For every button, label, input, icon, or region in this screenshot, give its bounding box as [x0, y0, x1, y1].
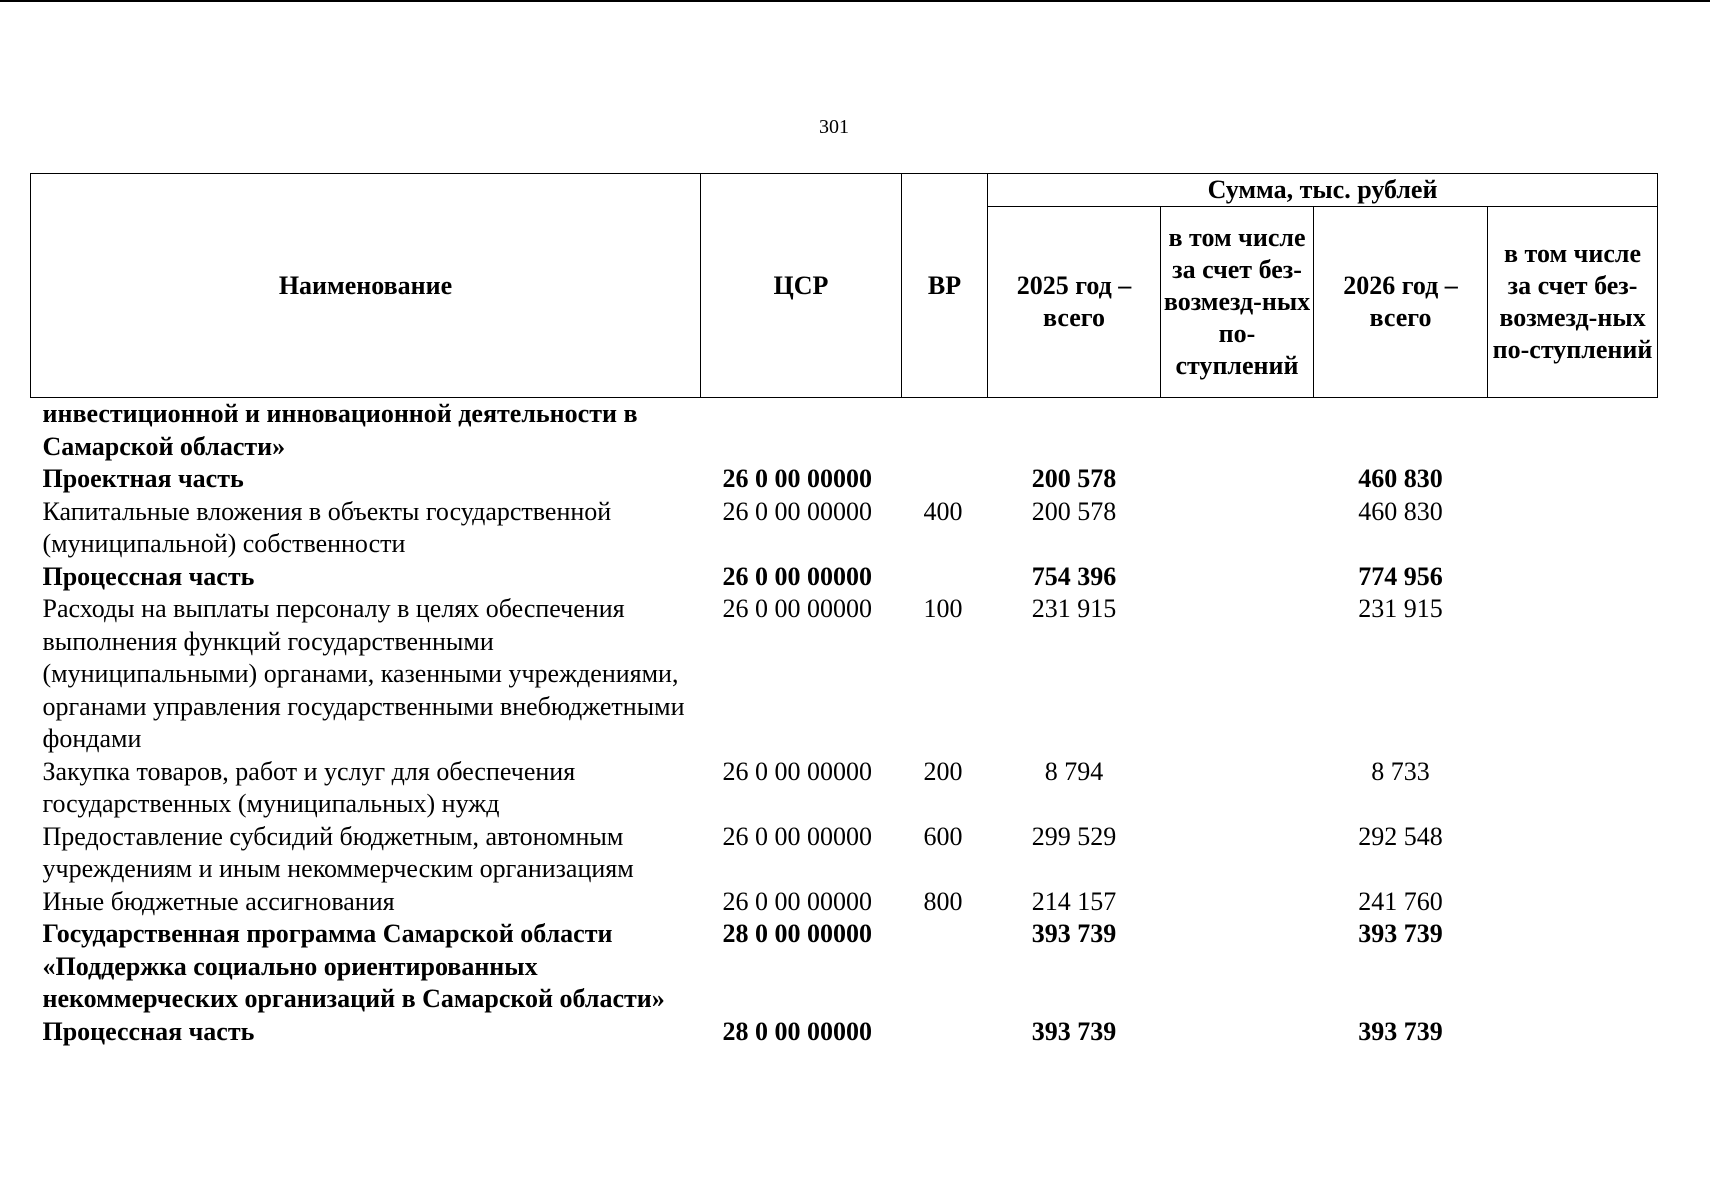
row-2025-grants — [1161, 561, 1314, 594]
row-2026-grants — [1488, 398, 1658, 464]
row-2025-total: 754 396 — [1031, 561, 1117, 591]
row-2025-total — [988, 398, 1161, 464]
row-name: Иные бюджетные ассигнования — [42, 886, 395, 916]
row-vr — [902, 1016, 988, 1049]
row-2026-grants — [1488, 496, 1658, 561]
row-csr: 26 0 00 00000 — [722, 561, 872, 591]
row-2025-grants — [1161, 496, 1314, 561]
row-name: Расходы на выплаты персоналу в целях обеспечения выполнения функций государственными (муниципальными) органами, казенными учреждениями, органами управления государственными внебюджетными фондами — [42, 594, 685, 753]
row-2025-total: 8 794 — [1044, 756, 1104, 786]
row-2025-grants — [1161, 593, 1314, 756]
header-sum-title: Сумма, тыс. рублей — [988, 174, 1658, 207]
table-row — [31, 756, 1658, 821]
row-2025-total: 393 739 — [1031, 1016, 1117, 1046]
table-row — [31, 593, 1658, 756]
table-row — [31, 561, 1658, 594]
row-2025-grants — [1161, 398, 1314, 464]
row-vr — [902, 398, 988, 464]
row-name: Государственная программа Самарской области «Поддержка социально ориентированных некоммерческих организаций в Самарской области» — [42, 919, 665, 1013]
header-2025-grants: в том числе за счет без-возмезд-ных по-ступлений — [1161, 207, 1314, 398]
row-2025-total: 214 157 — [1031, 886, 1117, 916]
row-csr: 26 0 00 00000 — [722, 594, 872, 623]
row-csr — [701, 398, 902, 464]
row-2026-grants — [1488, 918, 1658, 1016]
row-2026-total: 8 733 — [1371, 756, 1430, 786]
row-2025-total: 200 578 — [1031, 464, 1117, 493]
row-2025-total: 200 578 — [1031, 496, 1117, 526]
row-2026-grants — [1488, 756, 1658, 821]
row-csr: 26 0 00 00000 — [722, 496, 872, 526]
row-2026-total: 241 760 — [1358, 886, 1443, 916]
header-name: Наименование — [31, 174, 701, 398]
row-2025-grants — [1161, 821, 1314, 886]
row-2026-total: 231 915 — [1358, 594, 1443, 623]
row-2025-total: 393 739 — [1031, 919, 1117, 948]
table-row — [31, 496, 1658, 561]
top-border-line — [0, 0, 1710, 2]
row-2026-total: 774 956 — [1358, 561, 1443, 591]
row-2025-grants — [1161, 463, 1314, 496]
row-name: Проектная часть — [42, 464, 244, 493]
row-2026-total: 292 548 — [1358, 821, 1443, 851]
budget-table — [30, 173, 1658, 1048]
table-row — [31, 1016, 1658, 1049]
header-2025-total: 2025 год – всего — [988, 207, 1161, 398]
table-row — [31, 918, 1658, 1016]
row-2025-grants — [1161, 918, 1314, 1016]
row-2026-grants — [1488, 593, 1658, 756]
table-row — [31, 886, 1658, 919]
row-name: Закупка товаров, работ и услуг для обеспечения государственных (муниципальных) нужд — [42, 756, 576, 818]
row-2026-grants — [1488, 1016, 1658, 1049]
row-2025-total: 299 529 — [1031, 821, 1117, 851]
header-2026-total: 2026 год – всего — [1314, 207, 1488, 398]
row-vr: 600 — [923, 821, 963, 851]
header-csr: ЦСР — [701, 174, 902, 398]
row-vr: 200 — [923, 756, 963, 786]
row-vr: 100 — [923, 594, 963, 623]
row-csr: 26 0 00 00000 — [722, 821, 872, 851]
row-2025-total: 231 915 — [1031, 594, 1117, 623]
row-2026-total: 393 739 — [1358, 919, 1443, 948]
table-row — [31, 821, 1658, 886]
row-name: инвестиционной и инновационной деятельности в Самарской области» — [42, 399, 638, 461]
row-2025-grants — [1161, 1016, 1314, 1049]
row-vr — [902, 463, 988, 496]
row-name: Предоставление субсидий бюджетным, автономным учреждениям и иным некоммерческим организациям — [42, 821, 634, 883]
row-2026-grants — [1488, 561, 1658, 594]
row-vr: 400 — [923, 496, 963, 526]
row-csr: 28 0 00 00000 — [722, 1016, 872, 1046]
table-row — [31, 398, 1658, 464]
row-csr: 26 0 00 00000 — [722, 756, 872, 786]
table-header — [31, 174, 1658, 398]
table-body — [31, 398, 1658, 1049]
row-csr: 28 0 00 00000 — [722, 919, 872, 948]
row-vr: 800 — [923, 886, 963, 916]
row-2025-grants — [1161, 886, 1314, 919]
table-row — [31, 463, 1658, 496]
row-name: Процессная часть — [42, 1016, 255, 1046]
row-2025-grants — [1161, 756, 1314, 821]
row-name: Процессная часть — [42, 561, 255, 591]
row-2026-grants — [1488, 821, 1658, 886]
page-number: 301 — [819, 116, 849, 138]
row-2026-grants — [1488, 886, 1658, 919]
row-2026-total: 460 830 — [1358, 464, 1443, 493]
row-2026-total: 460 830 — [1358, 496, 1443, 526]
row-2026-total: 393 739 — [1358, 1016, 1443, 1046]
row-csr: 26 0 00 00000 — [722, 464, 872, 493]
header-vr: ВР — [902, 174, 988, 398]
row-2026-total — [1314, 398, 1488, 464]
row-csr: 26 0 00 00000 — [722, 886, 872, 916]
row-name: Капитальные вложения в объекты государственной (муниципальной) собственности — [42, 496, 612, 558]
header-2026-grants: в том числе за счет без-возмезд-ных по-ступлений — [1488, 207, 1658, 398]
row-2026-grants — [1488, 463, 1658, 496]
row-vr — [902, 918, 988, 1016]
row-vr — [902, 561, 988, 594]
